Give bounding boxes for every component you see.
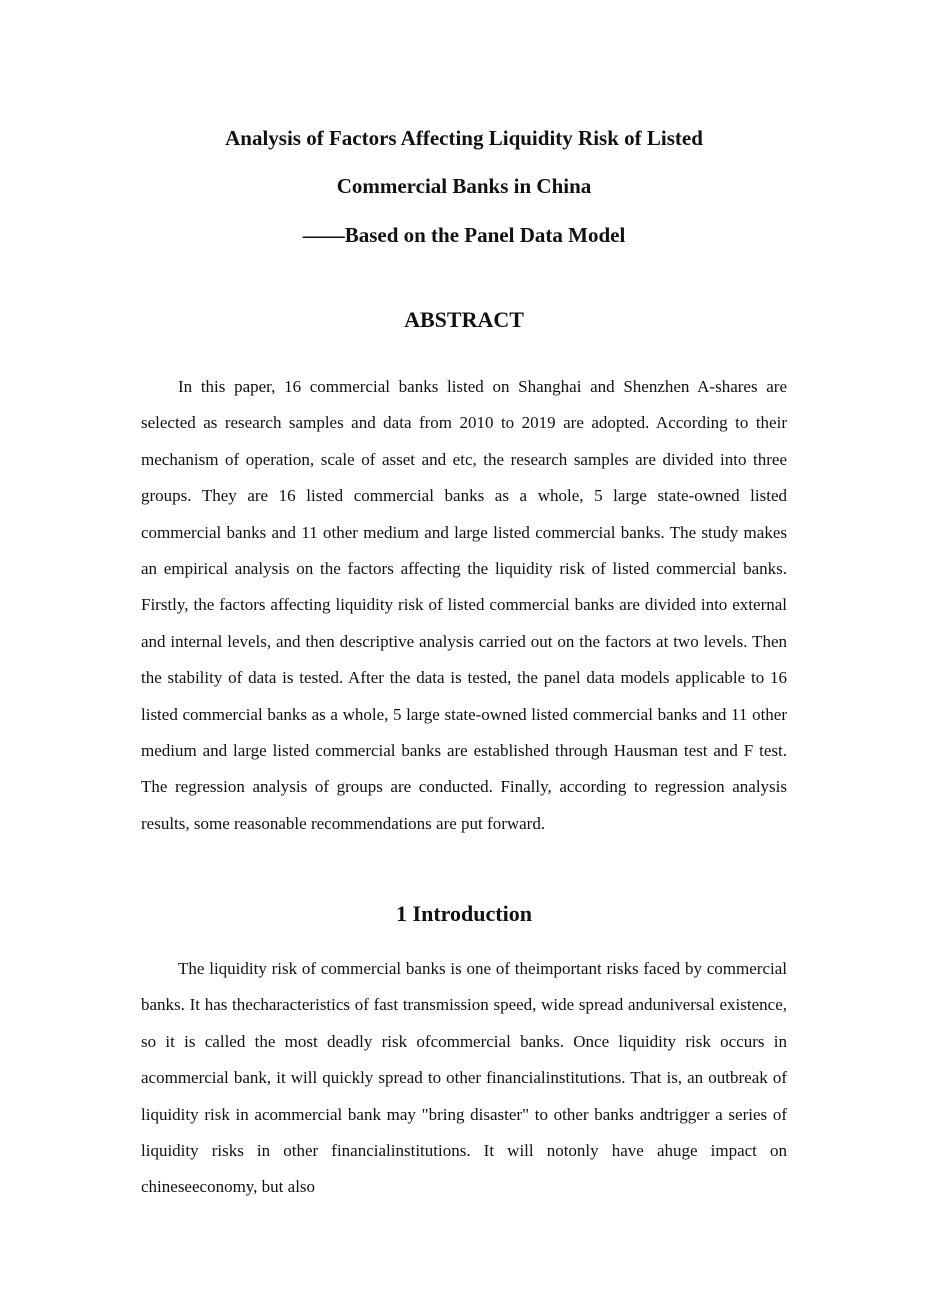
abstract-paragraph: In this paper, 16 commercial banks listed on Shanghai and Shenzhen A-shares are selected as research samples and data from 2010 to 2019 are adopted. According to their mechanism of operation, scale of asset and etc, the research samples are divided into three groups. They are 16 listed commercial banks as a whole, 5 large state-owned listed commercial banks and 11 other medium and large listed commercial banks. The study makes an empirical analysis on the factors affecting the liquidity risk of listed commercial banks. Firstly, the factors affecting liquidity risk of listed commercial banks are divided into external and internal levels, and then descriptive analysis carried out on the factors at two levels. Then the stability of data is tested. After the data is tested, the panel data models applicable to 16 listed commercial banks as a whole, 5 large state-owned listed commercial banks and 11 other medium and large listed commercial banks are established through Hausman test and F test. The regression analysis of groups are conducted. Finally, according to regression analysis results, some reasonable recommendations are put forward.	[141, 377, 787, 833]
paper-title-line-1: Analysis of Factors Affecting Liquidity Risk of Listed	[225, 126, 703, 150]
abstract-heading: ABSTRACT	[404, 307, 524, 332]
introduction-paragraph: The liquidity risk of commercial banks is one of theimportant risks faced by commercial banks. It has thecharacteristics of fast transmission speed, wide spread anduniversal existence, so it is called the most deadly risk ofcommercial banks. Once liquidity risk occurs in acommercial bank, it will quickly spread to other financialinstitutions. That is, an outbreak of liquidity risk in acommercial bank may "bring disaster" to other banks andtrigger a series of liquidity risks in other financialinstitutions. It will notonly have ahuge impact on chineseeconomy, but also	[141, 959, 787, 1197]
paper-subtitle: ——Based on the Panel Data Model	[302, 223, 626, 247]
paper-title-line-2: Commercial Banks in China	[336, 174, 592, 198]
introduction-heading: 1 Introduction	[396, 901, 532, 926]
